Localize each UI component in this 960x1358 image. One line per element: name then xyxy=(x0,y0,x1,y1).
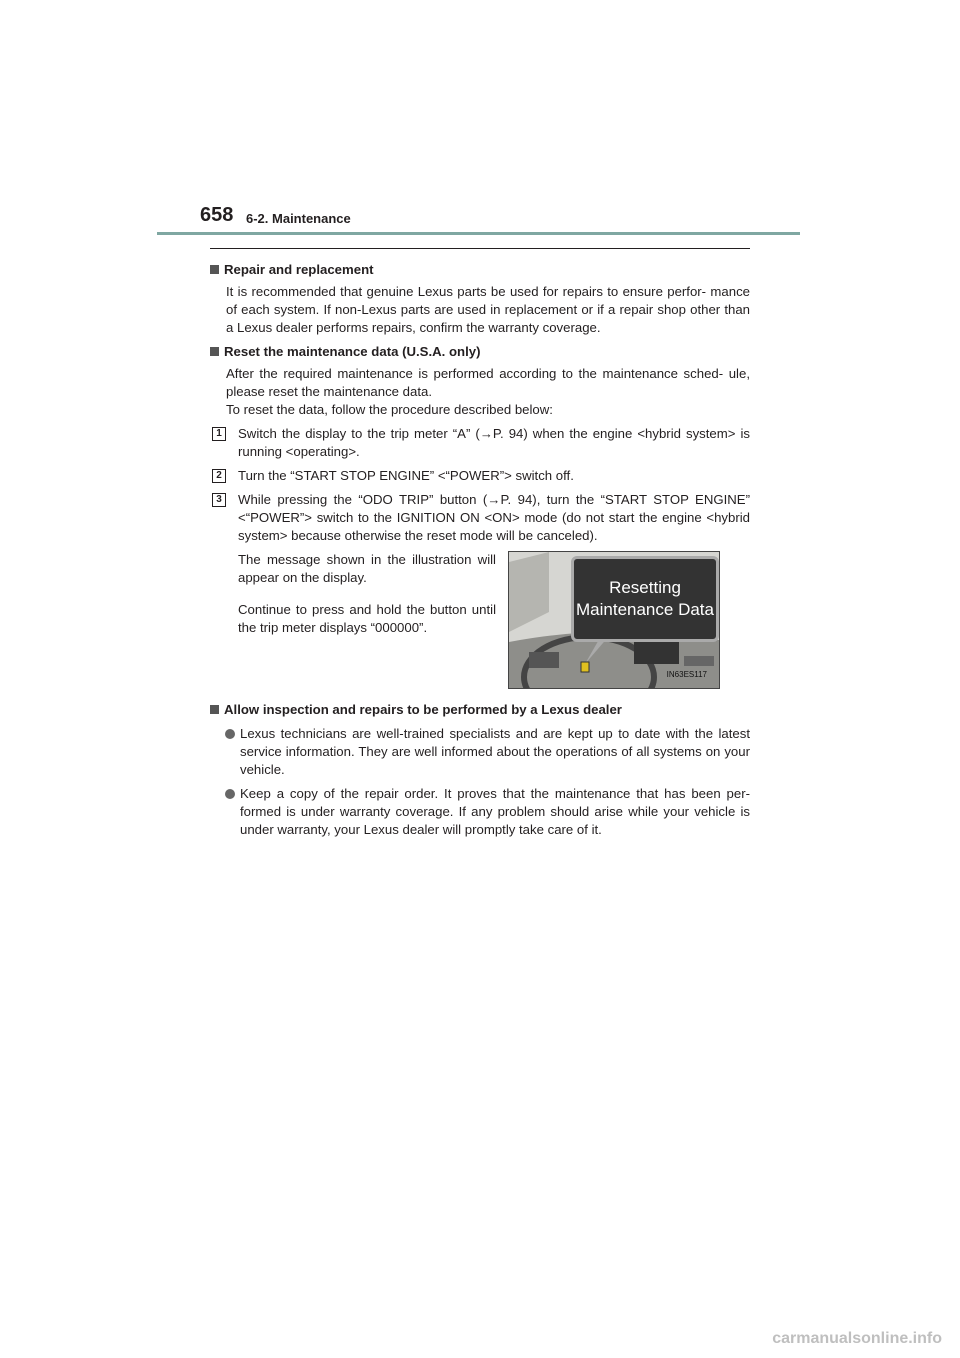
square-bullet-icon xyxy=(210,347,219,356)
step-text: Switch the display to the trip meter “A” (→P. 94) when the engine <hybrid system> is running <operating>. xyxy=(238,426,750,459)
square-bullet-icon xyxy=(210,265,219,274)
page-number: 658 xyxy=(200,204,234,226)
section-title: 6-2. Maintenance xyxy=(246,211,351,226)
figure-id: IN63ES117 xyxy=(666,670,707,679)
bullet-text: Keep a copy of the repair order. It proves that the maintenance that has been per- formed is under warranty coverage. If any problem should arise while your vehicle is under warranty, your Lexus dealer will promptly take care of it. xyxy=(240,786,750,837)
heading-inspection-text: Allow inspection and repairs to be performed by a Lexus dealer xyxy=(224,702,622,717)
dashboard-illustration xyxy=(508,551,720,689)
step-1 xyxy=(210,425,750,461)
step-3-notes xyxy=(238,551,496,689)
watermark: carmanualsonline.info xyxy=(772,1330,942,1347)
heading-repair-text: Repair and replacement xyxy=(224,262,374,277)
page-content xyxy=(210,261,750,845)
bullet-dot-icon xyxy=(225,729,235,739)
step-text: While pressing the “ODO TRIP” button (→P. 94), turn the “START STOP ENGINE” <“POWER”> switch to the IGNITION ON <ON> mode (do not start the engine <hybrid system> because otherwise the reset mode will be canceled). xyxy=(238,492,750,543)
step-3-note-2: Continue to press and hold the button until the trip meter displays “000000”. xyxy=(238,602,496,635)
bullet-dot-icon xyxy=(225,789,235,799)
heading-reset-text: Reset the maintenance data (U.S.A. only) xyxy=(224,344,481,359)
step-number-box: 2 xyxy=(212,469,226,483)
header-rule xyxy=(157,232,800,235)
heading-repair xyxy=(210,261,750,279)
step-3-detail xyxy=(238,551,750,689)
step-3-note-1: The message shown in the illustration will appear on the display. xyxy=(238,552,496,585)
reset-intro-2: To reset the data, follow the procedure described below: xyxy=(226,402,553,417)
repair-paragraph: It is recommended that genuine Lexus parts be used for repairs to ensure perfor- mance of each system. If non-Lexus parts are used in replacement or if a repair shop other than a Lexus dealer performs repairs, confirm the warranty coverage. xyxy=(226,284,750,335)
square-bullet-icon xyxy=(210,705,219,714)
step-3 xyxy=(210,491,750,545)
bullet-item xyxy=(210,725,750,779)
message-bubble: Resetting Maintenance Data xyxy=(571,556,719,642)
step-2 xyxy=(210,467,750,485)
step-text: Turn the “START STOP ENGINE” <“POWER”> switch off. xyxy=(238,468,574,483)
heading-reset xyxy=(210,343,750,361)
step-number-box: 1 xyxy=(212,427,226,441)
bullet-item xyxy=(210,785,750,839)
bullet-text: Lexus technicians are well-trained specialists and are kept up to date with the latest service information. They are well informed about the operations of all systems on your vehicle. xyxy=(240,726,750,777)
content-rule xyxy=(210,248,750,249)
reset-intro-1: After the required maintenance is performed according to the maintenance sched- ule, please reset the maintenance data. xyxy=(226,366,750,399)
step-number-box: 3 xyxy=(212,493,226,507)
heading-inspection xyxy=(210,701,750,719)
